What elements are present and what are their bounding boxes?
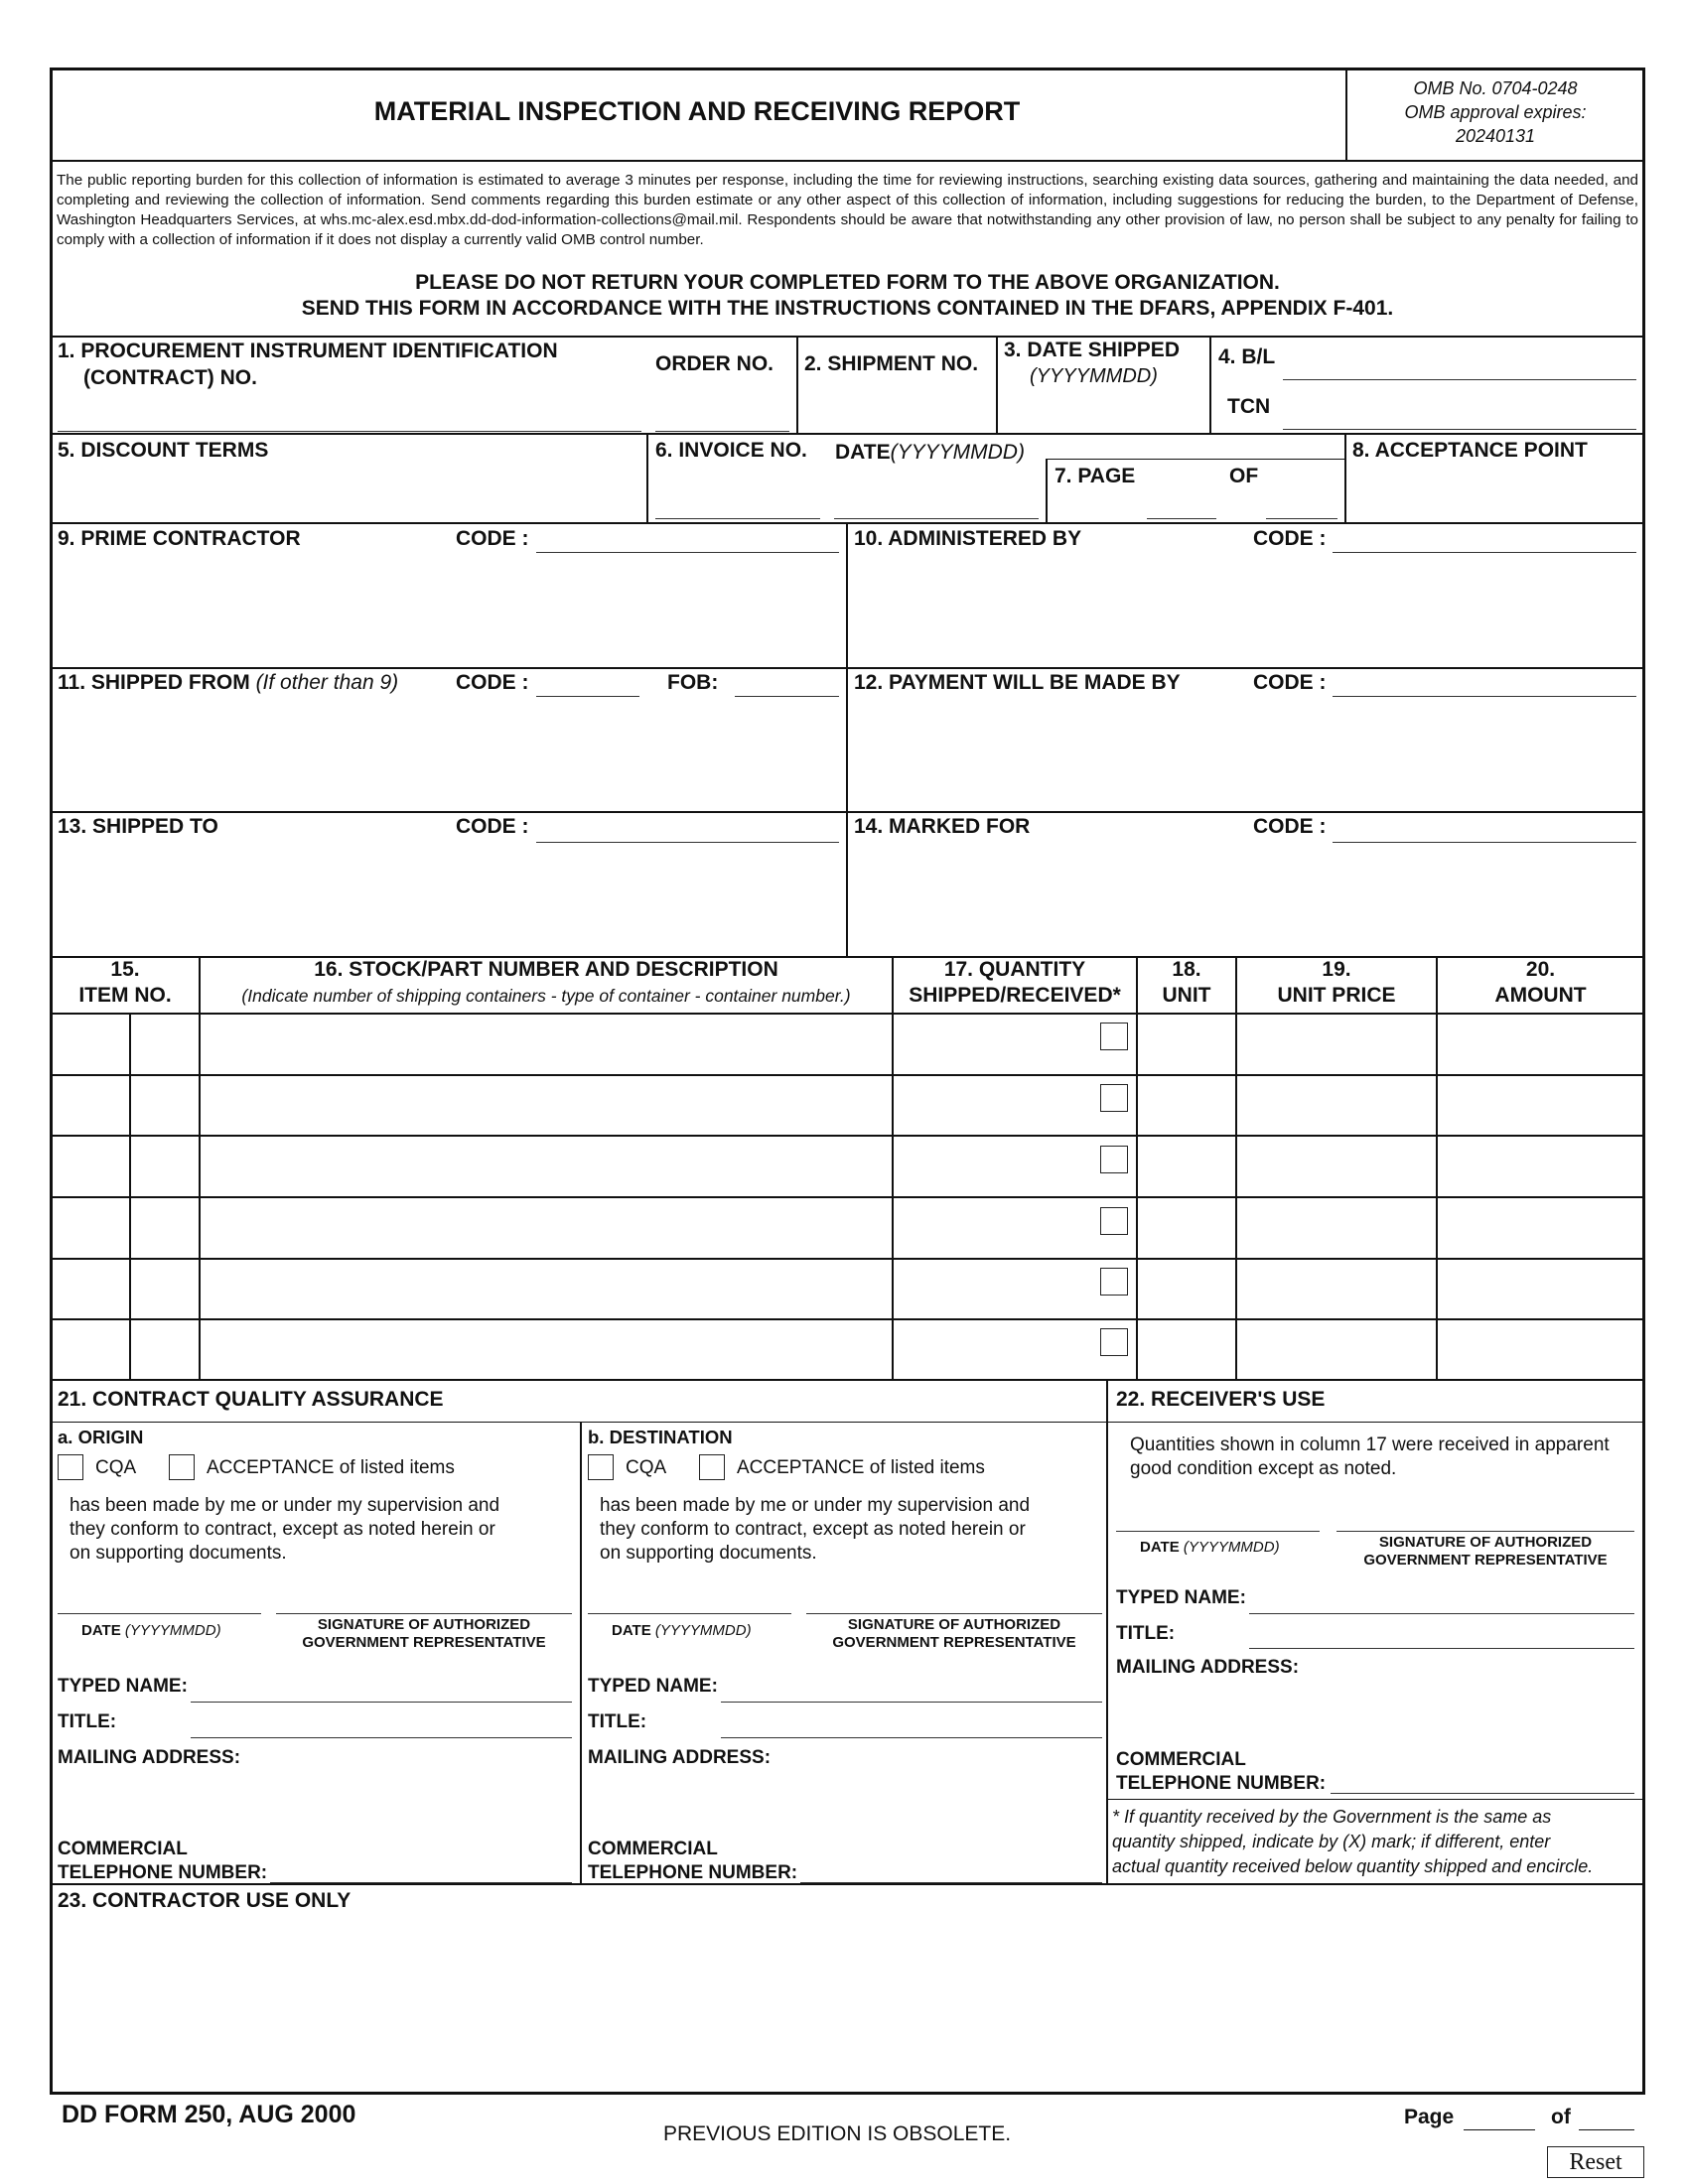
prime-code-label: CODE : bbox=[456, 527, 529, 550]
origin-title-field[interactable] bbox=[191, 1737, 572, 1738]
cqa-title: 21. CONTRACT QUALITY ASSURANCE bbox=[58, 1388, 444, 1411]
invoice-date-field[interactable] bbox=[834, 518, 1039, 519]
payment-by-label: 12. PAYMENT WILL BE MADE BY bbox=[854, 671, 1181, 694]
date-shipped-format: (YYYYMMDD) bbox=[1030, 365, 1158, 387]
obsolete-notice: PREVIOUS EDITION IS OBSOLETE. bbox=[663, 2122, 1012, 2145]
origin-label: a. ORIGIN bbox=[58, 1427, 144, 1447]
marked-for-code-label: CODE : bbox=[1253, 815, 1327, 838]
col19-head-2: UNIT PRICE bbox=[1277, 984, 1396, 1007]
destination-typed-name-label: TYPED NAME: bbox=[588, 1676, 718, 1697]
prime-code-field[interactable] bbox=[536, 552, 839, 553]
col17-head: 17. QUANTITY bbox=[943, 958, 1086, 981]
page-field[interactable] bbox=[1147, 518, 1216, 519]
receiver-typed-name-label: TYPED NAME: bbox=[1116, 1587, 1246, 1608]
col20-head: 20. bbox=[1525, 958, 1556, 981]
destination-sig-label-2: GOVERNMENT REPRESENTATIVE bbox=[832, 1634, 1076, 1651]
origin-cqa-checkbox[interactable] bbox=[58, 1454, 83, 1480]
receiver-telephone-field[interactable] bbox=[1331, 1793, 1634, 1794]
piin-field[interactable] bbox=[58, 431, 641, 432]
order-no-field[interactable] bbox=[655, 431, 789, 432]
receiver-note-2: quantity shipped, indicate by (X) mark; if different, enter bbox=[1112, 1832, 1551, 1851]
col15-head-2: ITEM NO. bbox=[78, 984, 172, 1007]
invoice-no-label: 6. INVOICE NO. bbox=[655, 439, 807, 462]
receiver-note-3: actual quantity received below quantity shipped and encircle. bbox=[1112, 1856, 1594, 1876]
receiver-mailing-label: MAILING ADDRESS: bbox=[1116, 1657, 1300, 1678]
receiver-commercial-label: COMMERCIAL bbox=[1116, 1749, 1246, 1770]
contractor-use-field[interactable] bbox=[52, 1921, 1643, 2090]
shipment-no-label: 2. SHIPMENT NO. bbox=[804, 352, 979, 375]
receiver-title-label: TITLE: bbox=[1116, 1623, 1176, 1644]
receiver-date-label: DATE (YYYYMMDD) bbox=[1140, 1539, 1280, 1556]
marked-for-label: 14. MARKED FOR bbox=[854, 815, 1031, 838]
receiver-text-2: good condition except as noted. bbox=[1130, 1458, 1397, 1479]
shipped-to-label: 13. SHIPPED TO bbox=[58, 815, 218, 838]
administered-by-label: 10. ADMINISTERED BY bbox=[854, 527, 1082, 550]
origin-signature-field[interactable] bbox=[276, 1613, 572, 1614]
table-row[interactable] bbox=[52, 1015, 1643, 1074]
qty-received-checkbox[interactable] bbox=[1100, 1328, 1128, 1356]
origin-date-field[interactable] bbox=[58, 1613, 261, 1614]
piin-label-2: (CONTRACT) NO. bbox=[83, 366, 257, 389]
origin-sig-label-1: SIGNATURE OF AUTHORIZED bbox=[317, 1616, 531, 1633]
footer-page-label: Page bbox=[1404, 2106, 1455, 2128]
administered-code-field[interactable] bbox=[1333, 552, 1636, 553]
order-no-label: ORDER NO. bbox=[655, 352, 774, 375]
page-of-label: OF bbox=[1229, 465, 1259, 487]
receiver-typed-name-field[interactable] bbox=[1249, 1613, 1634, 1614]
col16-head-note: (Indicate number of shipping containers - type of container - container number.) bbox=[241, 986, 851, 1006]
origin-statement-3: on supporting documents. bbox=[70, 1543, 287, 1564]
fob-field[interactable] bbox=[735, 696, 839, 697]
receiver-sig-label-1: SIGNATURE OF AUTHORIZED bbox=[1378, 1534, 1593, 1551]
qty-received-checkbox[interactable] bbox=[1100, 1207, 1128, 1235]
destination-mailing-label: MAILING ADDRESS: bbox=[588, 1747, 772, 1768]
destination-telephone-label: TELEPHONE NUMBER: bbox=[588, 1862, 798, 1883]
form-id: DD FORM 250, AUG 2000 bbox=[62, 2101, 356, 2128]
origin-typed-name-field[interactable] bbox=[191, 1702, 572, 1703]
qty-received-checkbox[interactable] bbox=[1100, 1146, 1128, 1173]
table-row[interactable] bbox=[52, 1198, 1643, 1258]
contractor-use-title: 23. CONTRACTOR USE ONLY bbox=[58, 1889, 352, 1912]
origin-date-label: DATE (YYYYMMDD) bbox=[81, 1622, 221, 1639]
tcn-label: TCN bbox=[1227, 395, 1271, 418]
origin-statement-1: has been made by me or under my supervision and bbox=[70, 1495, 500, 1516]
footer-of-label: of bbox=[1551, 2106, 1571, 2128]
payment-code-field[interactable] bbox=[1333, 696, 1636, 697]
invoice-date-label: DATE(YYYYMMDD) bbox=[835, 441, 1025, 464]
shipped-from-label: 11. SHIPPED FROM (If other than 9) bbox=[58, 671, 399, 694]
receiver-signature-field[interactable] bbox=[1336, 1531, 1634, 1532]
receiver-title-field[interactable] bbox=[1249, 1648, 1634, 1649]
table-row[interactable] bbox=[52, 1137, 1643, 1196]
omb-number: OMB No. 0704-0248 bbox=[1413, 78, 1578, 98]
footer-of-field[interactable] bbox=[1579, 2129, 1634, 2130]
origin-cqa-label: CQA bbox=[95, 1457, 137, 1478]
shipped-from-code-label: CODE : bbox=[456, 671, 529, 694]
bl-field[interactable] bbox=[1283, 379, 1636, 380]
col19-head: 19. bbox=[1322, 958, 1351, 981]
page-label: 7. PAGE bbox=[1055, 465, 1136, 487]
destination-title-label: TITLE: bbox=[588, 1711, 647, 1732]
page-of-field[interactable] bbox=[1266, 518, 1337, 519]
destination-acceptance-label: ACCEPTANCE of listed items bbox=[737, 1457, 985, 1478]
col17-head-2: SHIPPED/RECEIVED* bbox=[909, 984, 1121, 1007]
shipped-from-code-field[interactable] bbox=[536, 696, 639, 697]
fob-label: FOB: bbox=[667, 671, 719, 694]
discount-terms-label: 5. DISCOUNT TERMS bbox=[58, 439, 269, 462]
receiver-note-1: * If quantity received by the Government is the same as bbox=[1112, 1807, 1552, 1827]
destination-date-label: DATE (YYYYMMDD) bbox=[612, 1622, 752, 1639]
receiver-text-1: Quantities shown in column 17 were received in apparent bbox=[1130, 1434, 1610, 1455]
piin-label: 1. PROCUREMENT INSTRUMENT IDENTIFICATION bbox=[58, 340, 558, 362]
origin-acceptance-label: ACCEPTANCE of listed items bbox=[207, 1457, 455, 1478]
payment-code-label: CODE : bbox=[1253, 671, 1327, 694]
bl-label: 4. B/L bbox=[1218, 345, 1276, 368]
destination-cqa-checkbox[interactable] bbox=[588, 1454, 614, 1480]
col18-head-2: UNIT bbox=[1162, 984, 1211, 1007]
receiver-date-field[interactable] bbox=[1116, 1531, 1320, 1532]
table-row[interactable] bbox=[52, 1260, 1643, 1318]
administered-code-label: CODE : bbox=[1253, 527, 1327, 550]
shipped-to-code-label: CODE : bbox=[456, 815, 529, 838]
destination-signature-field[interactable] bbox=[806, 1613, 1102, 1614]
notice-do-not-return: PLEASE DO NOT RETURN YOUR COMPLETED FORM TO THE ABOVE ORGANIZATION. bbox=[415, 271, 1280, 294]
origin-mailing-label: MAILING ADDRESS: bbox=[58, 1747, 241, 1768]
receiver-title: 22. RECEIVER'S USE bbox=[1116, 1388, 1326, 1411]
tcn-field[interactable] bbox=[1283, 429, 1636, 430]
qty-received-checkbox[interactable] bbox=[1100, 1084, 1128, 1112]
origin-telephone-label: TELEPHONE NUMBER: bbox=[58, 1862, 268, 1883]
date-shipped-label: 3. DATE SHIPPED bbox=[1004, 339, 1180, 361]
notice-dfars: SEND THIS FORM IN ACCORDANCE WITH THE INSTRUCTIONS CONTAINED IN THE DFARS, APPENDIX F-401. bbox=[301, 297, 1394, 320]
marked-for-code-field[interactable] bbox=[1333, 842, 1636, 843]
col16-head: 16. STOCK/PART NUMBER AND DESCRIPTION bbox=[314, 958, 778, 981]
invoice-no-field[interactable] bbox=[655, 518, 820, 519]
prime-contractor-label: 9. PRIME CONTRACTOR bbox=[58, 527, 301, 550]
origin-title-label: TITLE: bbox=[58, 1711, 117, 1732]
burden-statement: The public reporting burden for this collection of information is estimated to average 3 minutes per response, including the time for reviewing instructions, searching existing data sources, gathering and maintaining the data needed, and completing and reviewing the collection of information. Send comments regarding this burden estimate or any other aspect of this collection of information, including suggestions for reducing the burden, to the Department of Defense, Washington Headquarters Services, at whs.mc-alex.esd.mbx.dd-dod-information-collections@mail.mil. Respondents should be aware that notwithstanding any other provision of law, no person shall be subject to any penalty for failing to comply with a collection of information if it does not display a currently valid OMB control number. bbox=[57, 172, 1638, 248]
qty-received-checkbox[interactable] bbox=[1100, 1268, 1128, 1296]
footer-page-field[interactable] bbox=[1464, 2129, 1535, 2130]
reset-button[interactable]: Reset bbox=[1547, 2146, 1644, 2178]
col18-head: 18. bbox=[1172, 958, 1201, 981]
destination-title-field[interactable] bbox=[721, 1737, 1102, 1738]
omb-expires-label: OMB approval expires: bbox=[1404, 102, 1587, 122]
form-title: MATERIAL INSPECTION AND RECEIVING REPORT bbox=[373, 96, 1021, 126]
omb-expires-date: 20240131 bbox=[1455, 126, 1536, 146]
receiver-sig-label-2: GOVERNMENT REPRESENTATIVE bbox=[1363, 1552, 1608, 1569]
origin-commercial-label: COMMERCIAL bbox=[58, 1839, 188, 1859]
col20-head-2: AMOUNT bbox=[1494, 984, 1587, 1007]
destination-cqa-label: CQA bbox=[626, 1457, 667, 1478]
destination-acceptance-checkbox[interactable] bbox=[699, 1454, 725, 1480]
destination-label: b. DESTINATION bbox=[588, 1427, 733, 1447]
destination-statement-1: has been made by me or under my supervision and bbox=[600, 1495, 1031, 1516]
table-row[interactable] bbox=[52, 1076, 1643, 1135]
destination-commercial-label: COMMERCIAL bbox=[588, 1839, 718, 1859]
qty-received-checkbox[interactable] bbox=[1100, 1023, 1128, 1050]
origin-sig-label-2: GOVERNMENT REPRESENTATIVE bbox=[302, 1634, 546, 1651]
destination-statement-2: they conform to contract, except as noted herein or bbox=[600, 1519, 1026, 1540]
origin-typed-name-label: TYPED NAME: bbox=[58, 1676, 188, 1697]
col15-head: 15. bbox=[110, 958, 140, 981]
table-row[interactable] bbox=[52, 1320, 1643, 1379]
acceptance-point-label: 8. ACCEPTANCE POINT bbox=[1352, 439, 1588, 462]
destination-typed-name-field[interactable] bbox=[721, 1702, 1102, 1703]
destination-sig-label-1: SIGNATURE OF AUTHORIZED bbox=[847, 1616, 1061, 1633]
destination-statement-3: on supporting documents. bbox=[600, 1543, 817, 1564]
shipped-to-code-field[interactable] bbox=[536, 842, 839, 843]
receiver-telephone-label: TELEPHONE NUMBER: bbox=[1116, 1773, 1327, 1794]
origin-acceptance-checkbox[interactable] bbox=[169, 1454, 195, 1480]
origin-statement-2: they conform to contract, except as noted herein or bbox=[70, 1519, 495, 1540]
destination-date-field[interactable] bbox=[588, 1613, 791, 1614]
